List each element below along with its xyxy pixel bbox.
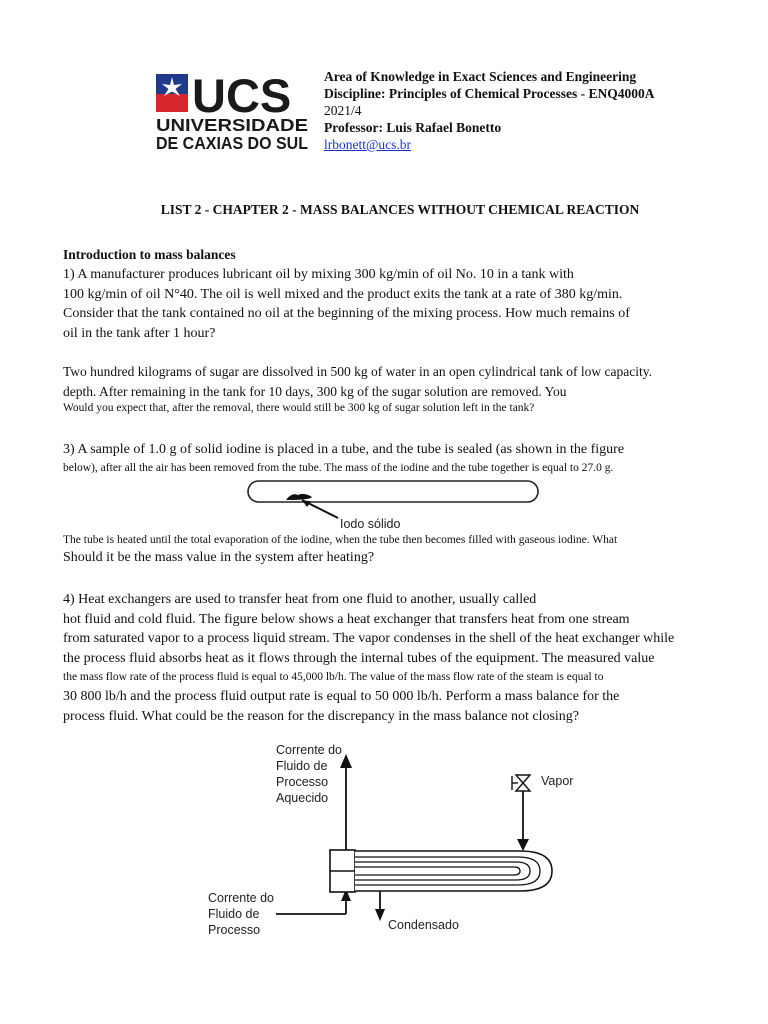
- question-3-continued: [63, 532, 719, 568]
- hot-stream-label-4: Aquecido: [276, 791, 329, 805]
- q1-line: oil in the tank after 1 hour?: [63, 325, 216, 341]
- list-title: LIST 2 - CHAPTER 2 - MASS BALANCES WITHOUT CHEMICAL REACTION: [160, 202, 640, 217]
- q4-line: process fluid. What could be the reason for the discrepancy in the mass balance not closing?: [63, 708, 580, 724]
- q3-line: The tube is heated until the total evaporation of the iodine, when the tube then becomes filled with gaseous iodine. What: [63, 534, 618, 546]
- hot-stream-label-1: Corrente do: [276, 743, 343, 757]
- university-logo: [156, 72, 312, 152]
- q3-line: Should it be the mass value in the system after heating?: [63, 550, 375, 565]
- logo-line1: UNIVERSIDADE: [156, 115, 308, 135]
- q4-line: the mass flow rate of the process fluid is equal to 45,000 lb/h. The value of the mass flow rate of the steam is equal to: [63, 671, 604, 683]
- process-stream-label-1: Corrente do: [208, 891, 275, 905]
- ucs-logo-graphic: [156, 72, 312, 152]
- process-stream-label-2: Fluido de: [208, 907, 260, 921]
- logo-short: UCS: [192, 72, 292, 122]
- iodine-label: Iodo sólido: [340, 517, 401, 531]
- process-stream-label-3: Processo: [208, 923, 261, 937]
- q1-line: 1) A manufacturer produces lubricant oil by mixing 300 kg/min of oil No. 10 in a tank with: [63, 267, 574, 282]
- q1-line: Consider that the tank contained no oil at the beginning of the mixing process. How much remains of: [63, 306, 630, 321]
- section-title: Introduction to mass balances: [63, 247, 236, 262]
- q2-line: Would you expect that, after the removal, there would still be 300 kg of sugar solution left in the tank?: [63, 402, 535, 414]
- header-area: Area of Knowledge in Exact Sciences and Engineering: [324, 69, 637, 84]
- valve-icon: [516, 775, 530, 791]
- q1-line: 100 kg/min of oil N°40. The oil is well mixed and the product exits the tank at a rate of 380 kg/min.: [63, 286, 623, 302]
- q4-line: from saturated vapor to a process liquid stream. The vapor condenses in the shell of the heat exchanger while: [63, 631, 675, 646]
- hot-stream-label-3: Processo: [276, 775, 329, 789]
- q2-line: depth. After remaining in the tank for 10 days, 300 kg of the sugar solution are removed. You: [63, 383, 567, 399]
- header-discipline: Discipline: Principles of Chemical Processes - ENQ4000A: [324, 86, 655, 101]
- professor-email-link[interactable]: lrbonett@ucs.br: [324, 137, 412, 152]
- q2-line: Two hundred kilograms of sugar are dissolved in 500 kg of water in an open cylindrical tank of low capacity.: [63, 364, 653, 379]
- question-4: [63, 590, 719, 726]
- q4-line: 30 800 lb/h and the process fluid output rate is equal to 50 000 lb/h. Perform a mass balance for the: [63, 689, 620, 704]
- down-arrow-icon: [375, 909, 385, 921]
- question-2: [63, 362, 719, 415]
- header-term: 2021/4: [324, 103, 362, 118]
- q4-line: the process fluid absorbs heat as it flows through the internal tubes of the equipment. The measured value: [63, 650, 655, 666]
- question-3: [63, 440, 719, 476]
- hot-stream-label-2: Fluido de: [276, 759, 328, 773]
- header-professor: Professor: Luis Rafael Bonetto: [324, 120, 502, 135]
- q3-line: below), after all the air has been removed from the tube. The mass of the iodine and the tube together is equal to 27.0 g.: [63, 461, 614, 474]
- q4-line: 4) Heat exchangers are used to transfer heat from one fluid to another, usually called: [63, 592, 537, 607]
- down-arrow-icon: [517, 839, 529, 851]
- logo-line2: DE CAXIAS DO SUL: [156, 133, 309, 152]
- heat-exchanger-figure: [200, 738, 600, 943]
- condensate-label: Condensado: [388, 918, 459, 932]
- q4-line: hot fluid and cold fluid. The figure below shows a heat exchanger that transfers heat from one stream: [63, 611, 630, 627]
- question-1: [63, 265, 719, 343]
- q3-line: 3) A sample of 1.0 g of solid iodine is placed in a tube, and the tube is sealed (as shown in the figure: [63, 442, 625, 457]
- iodine-tube-figure: [240, 476, 550, 534]
- vapor-label: Vapor: [541, 774, 574, 788]
- logo-shield-red: [156, 94, 188, 112]
